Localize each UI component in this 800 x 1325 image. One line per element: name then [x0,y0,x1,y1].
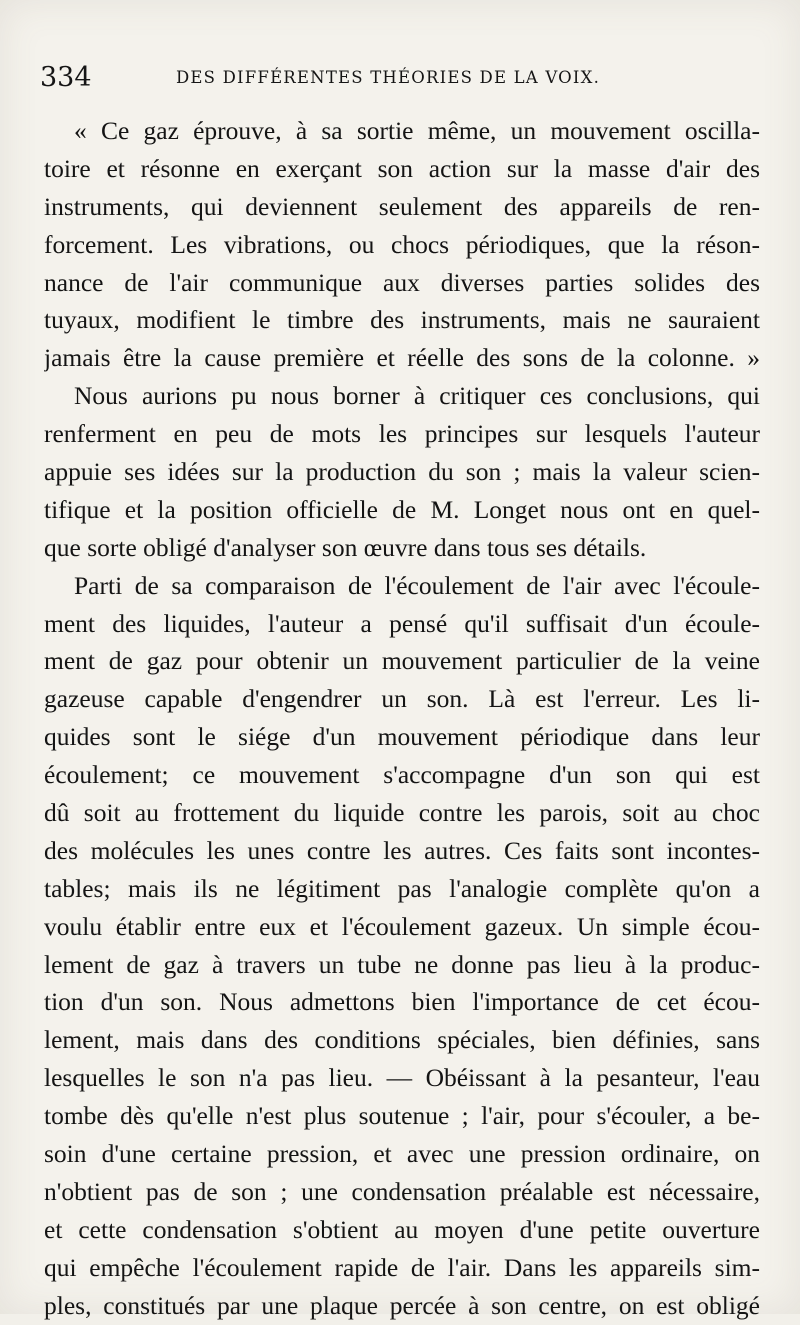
text-line: écoulement; ce mouvement s'accompagne d'un son qui est [44,760,760,790]
running-title: DES DIFFÉRENTES THÉORIES DE LA VOIX. [176,68,601,87]
text-line: lement, mais dans des conditions spéciales, bien définies, sans [44,1025,760,1055]
text-line: renferment en peu de mots les principes sur lesquels l'auteur [44,419,760,449]
text-line: toire et résonne en exerçant son action sur la masse d'air des [44,153,760,183]
text-line: n'obtient pas de son ; une condensation préalable est nécessaire, [44,1176,760,1206]
text-line: des molécules les unes contre les autres. Ces faits sont incontes- [44,835,760,865]
text-line: tombe dès qu'elle n'est plus soutenue ; l'air, pour s'écouler, a be- [44,1101,760,1131]
text-line: « Ce gaz éprouve, à sa sortie même, un mouvement oscilla- [74,116,760,145]
text-line: instruments, qui deviennent seulement des appareils de ren- [44,191,760,221]
text-line: qui empêche l'écoulement rapide de l'air. Dans les appareils sim- [44,1252,760,1282]
text-line: ples, constitués par une plaque percée à son centre, on est obligé [44,1290,760,1320]
text-line: gazeuse capable d'engendrer un son. Là est l'erreur. Les li- [44,684,760,714]
text-line: et cette condensation s'obtient au moyen d'une petite ouverture [44,1214,760,1244]
text-line: quides sont le siége d'un mouvement périodique dans leur [44,722,760,752]
text-line: Parti de sa comparaison de l'écoulement de l'air avec l'écoule- [74,570,760,600]
text-line: jamais être la cause première et réelle des sons de la colonne. » [44,343,760,373]
text-line: tion d'un son. Nous admettons bien l'importance de cet écou- [44,987,760,1017]
running-head [40,62,760,96]
text-line: ment des liquides, l'auteur a pensé qu'il suffisait d'un écoule- [44,608,760,638]
text-line: dû soit au frottement du liquide contre les parois, soit au choc [44,798,760,828]
body-text [44,112,760,1325]
text-line: soin d'une certaine pression, et avec une pression ordinaire, on [44,1139,760,1169]
page-number: 334 [40,62,92,93]
text-line: lesquelles le son n'a pas lieu. — Obéissant à la pesanteur, l'eau [44,1063,760,1093]
text-line: tables; mais ils ne légitiment pas l'analogie complète qu'on a [44,873,760,903]
text-line: voulu établir entre eux et l'écoulement gazeux. Un simple écou- [44,911,760,941]
text-line: lement de gaz à travers un tube ne donne pas lieu à la produc- [44,949,760,979]
text-line: appuie ses idées sur la production du son ; mais la valeur scien- [44,457,760,487]
text-line: ment de gaz pour obtenir un mouvement particulier de la veine [44,646,760,676]
text-line: nance de l'air communique aux diverses parties solides des [44,267,760,297]
text-line: forcement. Les vibrations, ou chocs périodiques, que la réson- [44,229,760,259]
text-line: tuyaux, modifient le timbre des instruments, mais ne sauraient [44,305,760,335]
text-line: que sorte obligé d'analyser son œuvre dans tous ses détails. [44,532,647,562]
text-line: Nous aurions pu nous borner à critiquer ces conclusions, qui [74,381,760,411]
text-line: tifique et la position officielle de M. Longet nous ont en quel- [44,494,760,524]
